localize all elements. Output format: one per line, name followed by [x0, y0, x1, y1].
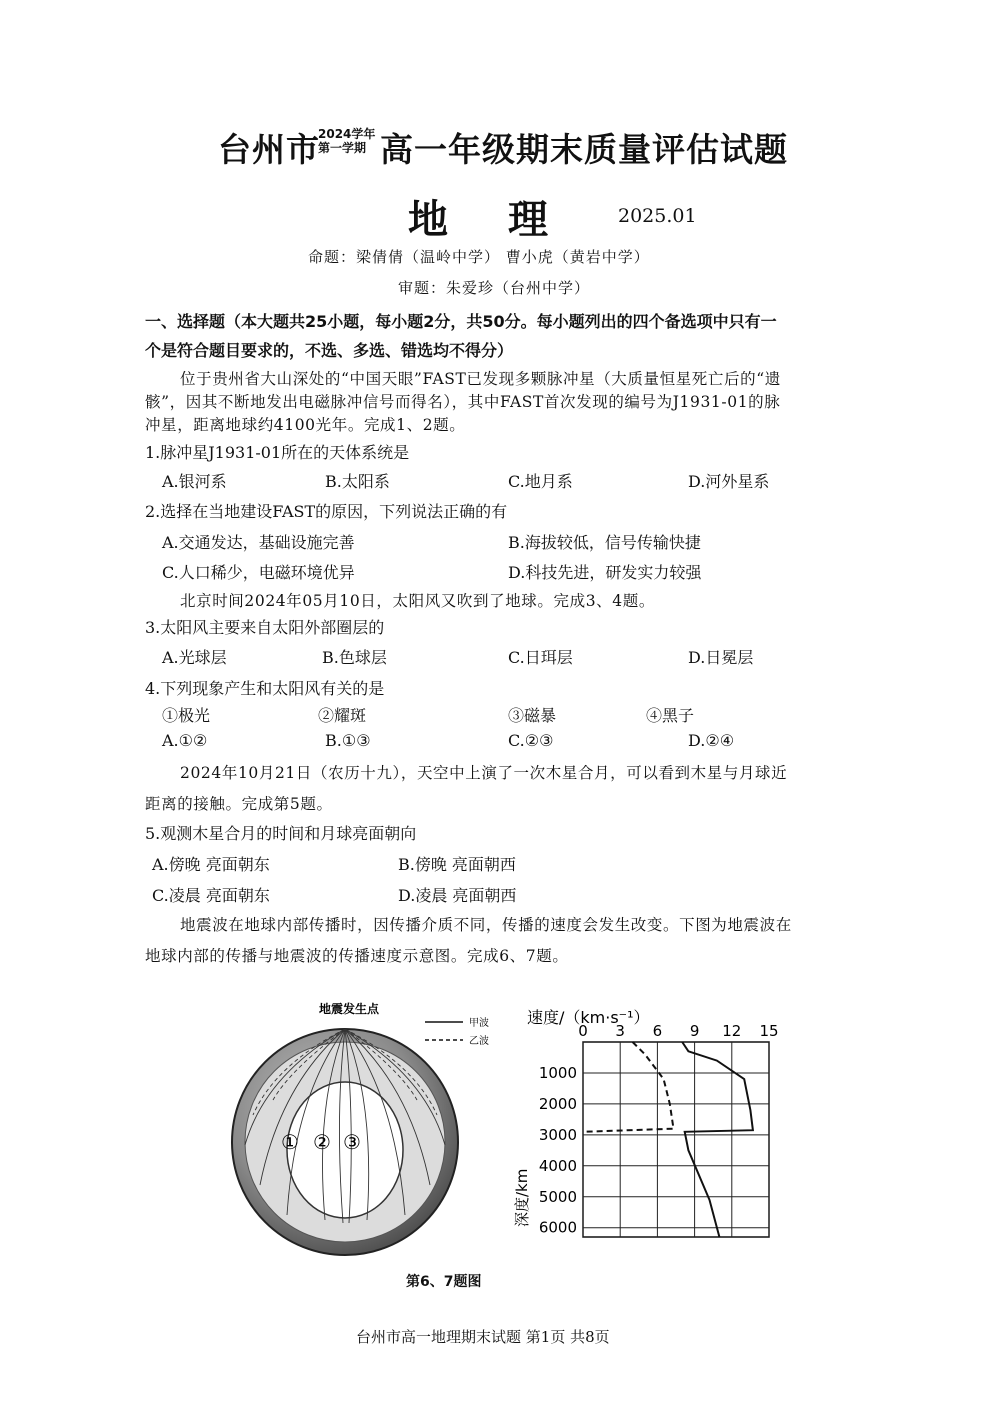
q5-option-c: C.凌晨 亮面朝东: [152, 886, 270, 905]
chart-frame: [583, 1042, 769, 1237]
chart-series: [583, 1042, 753, 1237]
epicenter-label: 地震发生点: [319, 1002, 380, 1016]
chart-x-tick-label: 6: [652, 1022, 663, 1040]
subject-title: 地理: [408, 197, 608, 243]
question-4-stem: 4.下列现象产生和太阳风有关的是: [145, 679, 385, 698]
chart-y-tick-label: 5000: [538, 1187, 577, 1206]
passage1-line2: 骸”，因其不断地发出电磁脉冲信号而得名），其中FAST首次发现的编号为J1931-01的脉: [145, 393, 781, 411]
chart-series-solid-line: [682, 1042, 753, 1237]
section-heading-line1: 一、选择题（本大题共25小题，每小题2分，共50分。每小题列出的四个备选项中只有一: [145, 312, 777, 331]
q4-option-b: B.①③: [325, 731, 371, 750]
q2-option-c: C.人口稀少，电磁环境优异: [162, 563, 355, 582]
question-1-stem: 1.脉冲星J1931-01所在的天体系统是: [145, 443, 410, 462]
chart-y-tick-label: 4000: [538, 1156, 577, 1175]
q4-item-3: ③磁暴: [508, 706, 557, 725]
q5-option-a: A.傍晚 亮面朝东: [152, 855, 270, 874]
chart-y-tick-label: 3000: [538, 1125, 577, 1144]
q3-option-a: A.光球层: [162, 648, 227, 667]
page-footer: 台州市高一地理期末试题 第1页 共8页: [356, 1328, 610, 1346]
q1-option-d: D.河外星系: [688, 472, 770, 491]
authors-line: 命题：梁倩倩（温岭中学） 曹小虎（黄岩中学）: [308, 248, 650, 266]
passage3-line2: 距离的接触。完成第5题。: [145, 795, 333, 813]
passage1-line1: 位于贵州省大山深处的“中国天眼”FAST已发现多颗脉冲星（大质量恒星死亡后的“遗: [180, 370, 781, 388]
passage2-line1: 北京时间2024年05月10日，太阳风又吹到了地球。完成3、4题。: [180, 592, 655, 610]
q4-item-4: ④黑子: [646, 706, 695, 725]
zone-2-label: ②: [313, 1130, 331, 1154]
chart-y-tick-label: 6000: [538, 1218, 577, 1237]
title-prefix: 台州市: [218, 130, 320, 169]
q3-option-c: C.日珥层: [508, 648, 573, 667]
q2-option-a: A.交通发达，基础设施完善: [162, 533, 355, 552]
q5-option-d: D.凌晨 亮面朝西: [398, 886, 517, 905]
title-term: 第一学期: [318, 141, 367, 155]
q4-item-2: ②耀斑: [318, 706, 367, 725]
chart-y-tick-label: 2000: [538, 1094, 577, 1113]
question-5-stem: 5.观测木星合月的时间和月球亮面朝向: [145, 824, 417, 843]
question-2-stem: 2.选择在当地建设FAST的原因，下列说法正确的有: [145, 502, 508, 521]
q2-option-b: B.海拔较低，信号传输快捷: [508, 533, 701, 552]
chart-x-axis-title: 速度/（km·s⁻¹）: [527, 1008, 650, 1027]
passage1-line3: 冲星，距离地球约4100光年。完成1、2题。: [145, 416, 466, 434]
title-year: 2024学年: [318, 127, 376, 141]
chart-x-tick-label: 0: [578, 1022, 588, 1040]
passage3-line1: 2024年10月21日（农历十九），天空中上演了一次木星合月，可以看到木星与月球近: [180, 764, 788, 782]
exam-date: 2025.01: [618, 205, 697, 227]
chart-x-tick-label: 9: [689, 1022, 700, 1040]
question-3-stem: 3.太阳风主要来自太阳外部圈层的: [145, 618, 385, 637]
chart-y-ticks: [539, 1064, 577, 1237]
zone-1-label: ①: [281, 1130, 299, 1154]
passage4-line2: 地球内部的传播与地震波的传播速度示意图。完成6、7题。: [145, 947, 569, 965]
q1-option-b: B.太阳系: [325, 472, 390, 491]
q3-option-b: B.色球层: [322, 648, 387, 667]
reviewer-line: 审题：朱爱珍（台州中学）: [398, 279, 591, 297]
q4-option-c: C.②③: [508, 731, 554, 750]
earth-seismic-diagram: [225, 995, 515, 1260]
passage4-line1: 地震波在地球内部传播时，因传播介质不同，传播的速度会发生改变。下图为地震波在: [180, 916, 792, 934]
chart-grid: [583, 1042, 769, 1237]
chart-x-tick-label: 15: [759, 1022, 779, 1040]
chart-x-tick-label: 3: [615, 1022, 625, 1040]
q4-item-1: ①极光: [162, 706, 211, 725]
q4-option-a: A.①②: [162, 731, 208, 750]
chart-x-tick-label: 12: [722, 1022, 742, 1040]
q5-option-b: B.傍晚 亮面朝西: [398, 855, 516, 874]
chart-y-tick-label: 1000: [538, 1063, 577, 1082]
q1-option-a: A.银河系: [162, 472, 227, 491]
seismic-velocity-chart: [505, 995, 805, 1260]
section-heading-line2: 个是符合题目要求的，不选、多选、错选均不得分）: [145, 341, 514, 360]
chart-y-axis-title: 深度/km: [513, 1168, 531, 1227]
q1-option-c: C.地月系: [508, 472, 573, 491]
legend-solid-label: 甲波: [469, 1018, 489, 1029]
page-title: 高一年级期末质量评估试题: [380, 130, 788, 169]
q2-option-d: D.科技先进，研发实力较强: [508, 563, 702, 582]
figure-caption: 第6、7题图: [406, 1274, 482, 1290]
zone-3-label: ③: [343, 1130, 361, 1154]
q3-option-d: D.日冕层: [688, 648, 754, 667]
chart-series-dashed-line: [583, 1042, 674, 1132]
legend-dashed-label: 乙波: [469, 1036, 489, 1047]
q4-option-d: D.②④: [688, 731, 735, 750]
